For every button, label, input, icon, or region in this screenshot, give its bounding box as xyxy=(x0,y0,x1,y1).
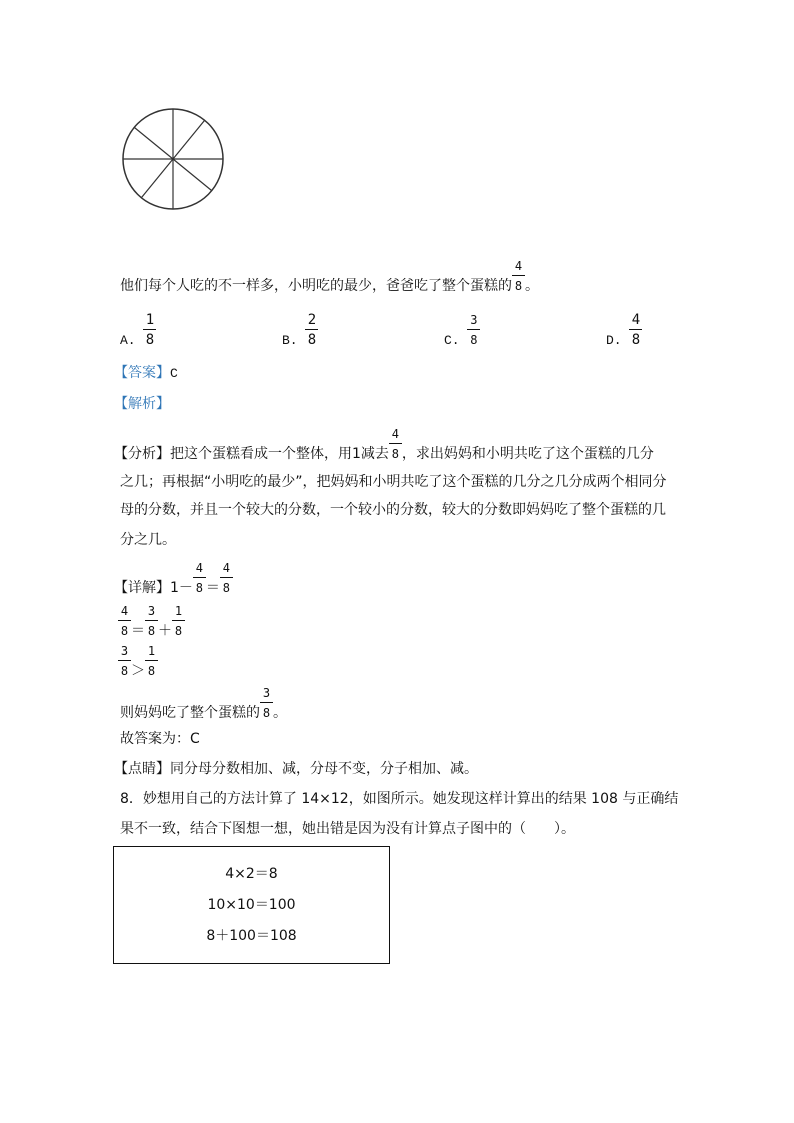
numerator: 3 xyxy=(467,312,480,330)
fraction xyxy=(172,604,185,640)
fraction xyxy=(629,312,642,349)
fenxi-text: ，求出妈妈和小明共吃了这个蛋糕的几分 xyxy=(401,446,654,462)
fraction xyxy=(118,644,131,680)
operator: ＝ xyxy=(205,580,220,596)
option-c xyxy=(444,313,480,350)
fraction xyxy=(145,644,158,680)
numerator: 3 xyxy=(118,643,131,661)
denominator: 8 xyxy=(514,279,523,293)
fenxi-text: 把这个蛋糕看成一个整体，用1减去 xyxy=(170,446,389,462)
option-a xyxy=(120,312,156,350)
option-label: A. xyxy=(120,333,136,348)
q8-line-2: 果不一致，结合下图想一想，她出错是因为没有计算点子图中的（ ）。 xyxy=(120,821,575,837)
fenxi-line-4: 分之几。 xyxy=(120,532,176,548)
denominator: 8 xyxy=(120,624,129,638)
denominator: 8 xyxy=(145,332,155,348)
detail-eq-1 xyxy=(114,561,233,597)
period: 。 xyxy=(525,278,539,294)
option-label: D. xyxy=(606,333,622,348)
numerator: 4 xyxy=(629,312,642,330)
question-text xyxy=(120,259,539,295)
denominator: 8 xyxy=(631,332,641,348)
detail-final: 故答案为：C xyxy=(120,731,200,747)
denominator: 8 xyxy=(174,624,183,638)
numerator: 4 xyxy=(118,603,131,621)
dianjing-line xyxy=(114,760,478,778)
analysis-tag: 【解析】 xyxy=(114,396,170,412)
numerator: 4 xyxy=(220,560,233,578)
numerator: 1 xyxy=(172,603,185,621)
numerator: 3 xyxy=(145,603,158,621)
cake-slice-line xyxy=(134,127,173,159)
denominator: 8 xyxy=(195,581,204,595)
option-label: B. xyxy=(282,333,298,348)
cake-slice-line xyxy=(173,120,205,159)
denominator: 8 xyxy=(307,332,317,348)
answer-tag: 【答案】 xyxy=(114,365,170,381)
denominator: 8 xyxy=(120,664,129,678)
operator: ＝ xyxy=(131,623,145,639)
calc-line-3: 8＋100＝108 xyxy=(206,928,297,944)
fraction xyxy=(145,604,158,640)
numerator: 4 xyxy=(512,258,525,276)
numerator: 3 xyxy=(260,685,273,703)
option-label: C. xyxy=(444,333,460,348)
option-d xyxy=(606,312,642,350)
fraction xyxy=(220,561,233,597)
q8-line-1: 8．妙想用自己的方法计算了 14×12，如图所示。她发现这样计算出的结果 108 与正确结 xyxy=(120,791,679,807)
calculation-box xyxy=(113,846,390,964)
denominator: 8 xyxy=(391,447,400,461)
fraction xyxy=(305,312,318,349)
cake-slice-line xyxy=(173,159,212,191)
fenxi-line-2: 之几；再根据“小明吃的最少”，把妈妈和小明共吃了这个蛋糕的几分之几分成两个相同分 xyxy=(120,474,667,490)
detail-conclusion xyxy=(120,686,287,722)
fraction xyxy=(118,604,131,640)
conclusion-text: 则妈妈吃了整个蛋糕的 xyxy=(120,705,260,721)
period: 。 xyxy=(273,705,287,721)
fraction xyxy=(193,561,206,597)
detail-eq-2 xyxy=(118,604,185,640)
fraction xyxy=(260,686,273,722)
dianjing-tag: 【点睛】 xyxy=(114,761,170,777)
fraction xyxy=(467,313,480,349)
answer-line xyxy=(114,364,178,383)
fenxi-tag: 【分析】 xyxy=(114,446,170,462)
operator: ＞ xyxy=(131,663,145,679)
fenxi-line-3: 母的分数，并且一个较大的分数，一个较小的分数，较大的分数即妈妈吃了整个蛋糕的几 xyxy=(120,502,666,518)
fraction xyxy=(512,259,525,295)
detail-tag: 【详解】 xyxy=(114,580,170,596)
question-text-main: 他们每个人吃的不一样多，小明吃的最少，爸爸吃了整个蛋糕的 xyxy=(120,278,512,294)
fraction xyxy=(143,312,156,349)
numerator: 1 xyxy=(143,312,156,330)
numerator: 4 xyxy=(389,426,402,444)
numerator: 2 xyxy=(305,312,318,330)
expr: 1－ xyxy=(170,580,193,596)
calc-line-1: 4×2＝8 xyxy=(225,866,278,882)
calc-line-2: 10×10＝100 xyxy=(207,897,296,913)
cake-slice-line xyxy=(141,159,173,198)
denominator: 8 xyxy=(222,581,231,595)
denominator: 8 xyxy=(147,664,156,678)
fraction xyxy=(389,427,402,463)
numerator: 4 xyxy=(193,560,206,578)
operator: ＋ xyxy=(158,623,172,639)
denominator: 8 xyxy=(147,624,156,638)
cake-circle-diagram xyxy=(120,106,226,212)
option-b xyxy=(282,312,318,350)
denominator: 8 xyxy=(470,333,478,347)
detail-eq-3 xyxy=(118,644,158,680)
numerator: 1 xyxy=(145,643,158,661)
fenxi-line-1 xyxy=(114,427,654,463)
answer-value: C xyxy=(170,366,178,381)
denominator: 8 xyxy=(262,706,271,720)
dianjing-text: 同分母分数相加、减，分母不变，分子相加、减。 xyxy=(170,761,478,777)
